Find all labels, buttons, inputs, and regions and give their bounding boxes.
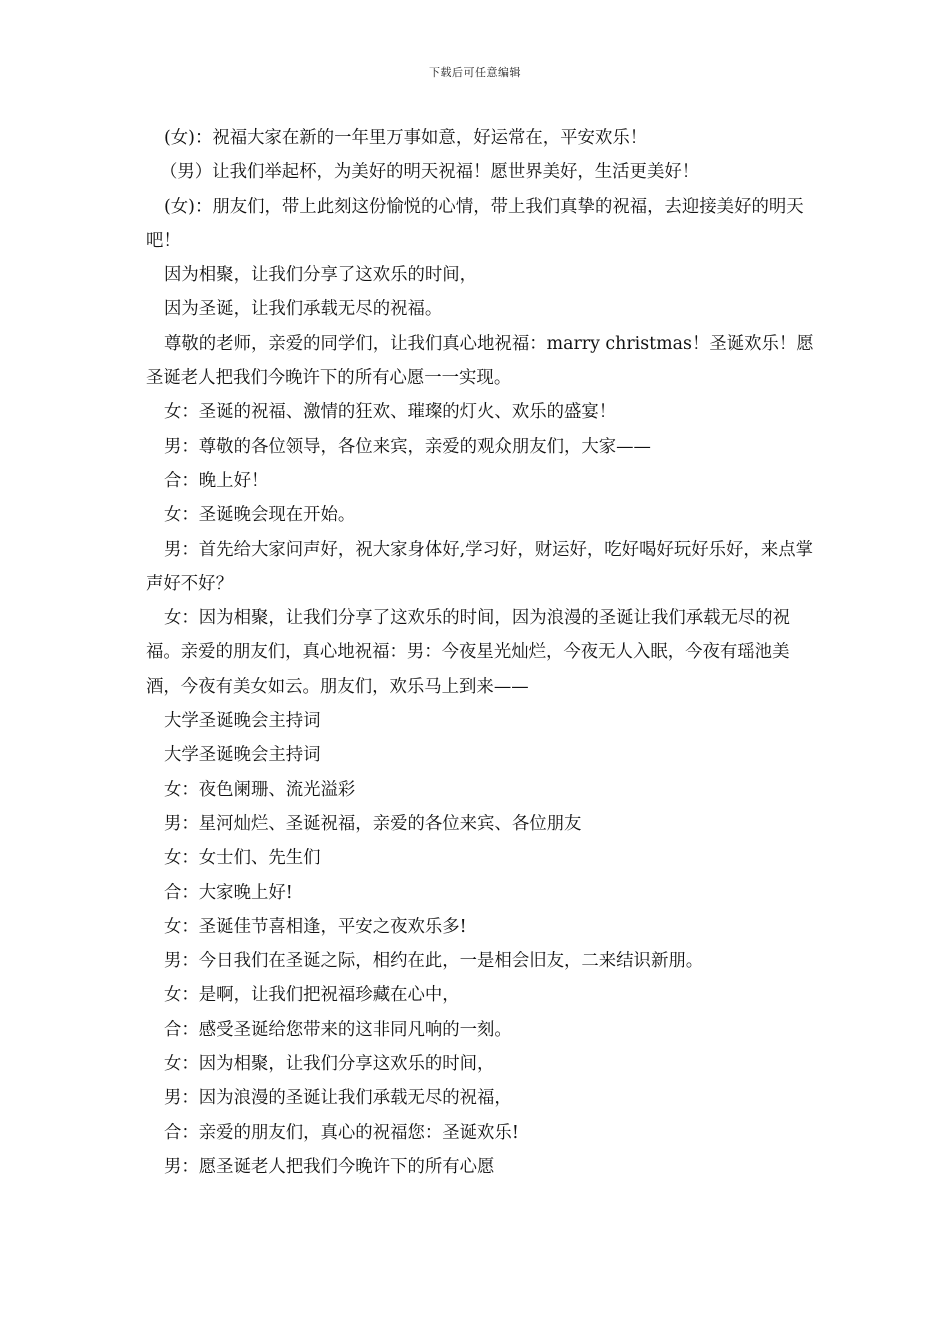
paragraph: (女)：祝福大家在新的一年里万事如意，好运常在，平安欢乐！ (164, 128, 648, 148)
paragraph: 女：圣诞佳节喜相逢，平安之夜欢乐多! (164, 916, 467, 937)
paragraph: 女：夜色阑珊、流光溢彩 (164, 779, 356, 800)
paragraph: 女：因为相聚，让我们分享了这欢乐的时间，因为浪漫的圣诞让我们承载无尽的祝福。亲爱的朋友们，真心地祝福：男：今夜星光灿烂，今夜无人入眠，今夜有瑶池美酒，今夜有美女如云。朋友们，欢乐马上到来—— (146, 608, 791, 697)
section-title: 大学圣诞晚会主持词 (164, 711, 321, 732)
paragraph: 男：首先给大家问声好，祝大家身体好,学习好，财运好，吃好喝好玩好乐好，来点掌声好不好？ (146, 539, 813, 594)
paragraph: 男：今日我们在圣诞之际，相约在此，一是相会旧友，二来结识新朋。 (164, 951, 704, 972)
paragraph: 女：因为相聚，让我们分享这欢乐的时间， (164, 1054, 495, 1075)
paragraph: 尊敬的老师，亲爱的同学们，让我们真心地祝福：marry christmas！圣诞欢乐！愿圣诞老人把我们今晚许下的所有心愿一一实现。 (146, 333, 814, 389)
paragraph: 男：愿圣诞老人把我们今晚许下的所有心愿 (164, 1156, 495, 1177)
paragraph: 合：感受圣诞给您带来的这非同凡响的一刻。 (164, 1019, 512, 1040)
paragraph: 男：星河灿烂、圣诞祝福，亲爱的各位来宾、各位朋友 (164, 813, 582, 834)
paragraph: 合：大家晚上好! (164, 882, 293, 903)
page-header: 下载后可任意编辑 (429, 66, 521, 79)
document-body (146, 121, 822, 1184)
paragraph: 女：圣诞晚会现在开始。 (164, 505, 356, 526)
paragraph: 因为相聚，让我们分享了这欢乐的时间， (164, 265, 478, 286)
paragraph: 男：因为浪漫的圣诞让我们承载无尽的祝福， (164, 1088, 512, 1109)
section-title: 大学圣诞晚会主持词 (164, 745, 321, 766)
paragraph: 男：尊敬的各位领导，各位来宾，亲爱的观众朋友们，大家—— (164, 436, 651, 457)
paragraph: 合：亲爱的朋友们，真心的祝福您：圣诞欢乐! (164, 1122, 519, 1143)
paragraph: 合：晚上好！ (164, 470, 269, 491)
paragraph: (女)：朋友们，带上此刻这份愉悦的心情，带上我们真挚的祝福，去迎接美好的明天吧！ (146, 196, 804, 251)
paragraph: （男）让我们举起杯，为美好的明天祝福！愿世界美好，生活更美好！ (160, 162, 700, 183)
paragraph: 因为圣诞，让我们承载无尽的祝福。 (164, 299, 443, 320)
paragraph: 女：女士们、先生们 (164, 848, 321, 869)
paragraph: 女：圣诞的祝福、激情的狂欢、璀璨的灯火、欢乐的盛宴！ (164, 402, 617, 423)
paragraph: 女：是啊，让我们把祝福珍藏在心中， (164, 985, 460, 1006)
